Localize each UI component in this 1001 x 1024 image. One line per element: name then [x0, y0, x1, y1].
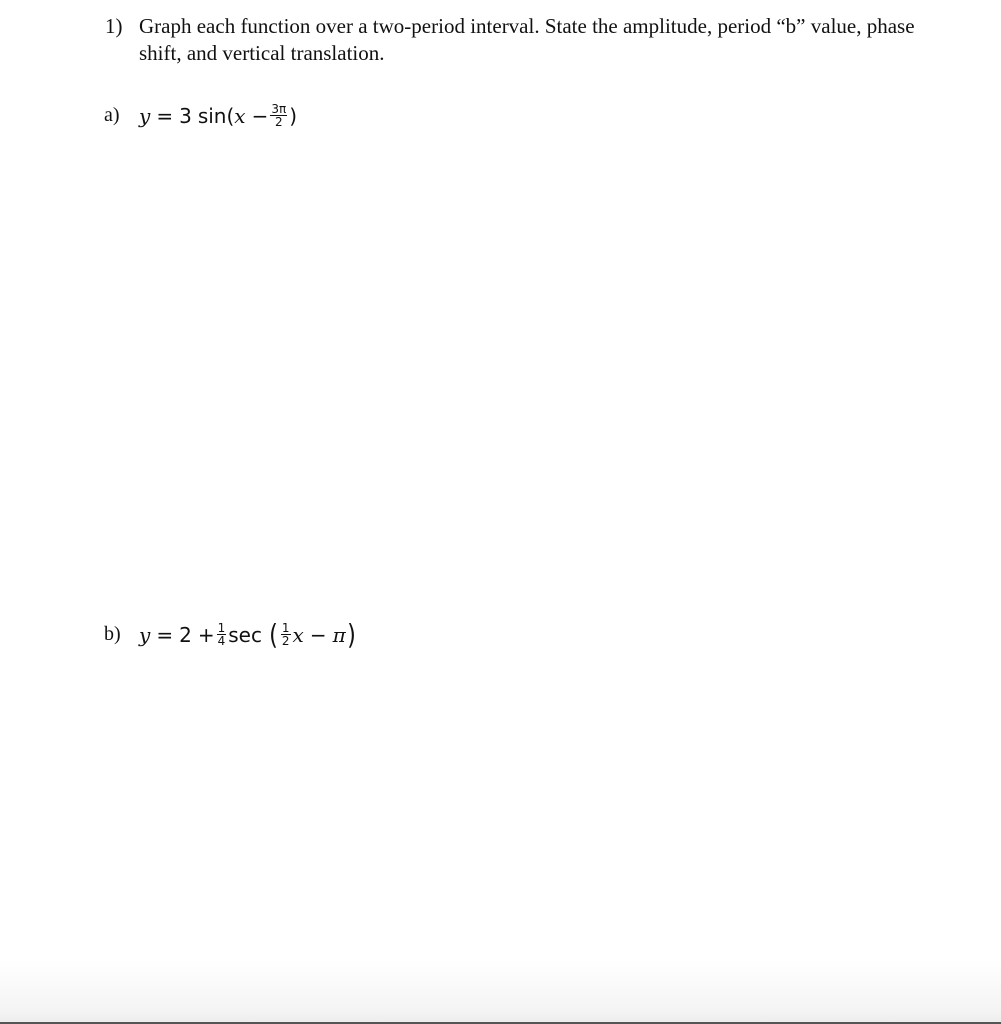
eq-b-open-paren: ( [269, 617, 278, 651]
eq-a-close-paren: ) [289, 103, 297, 128]
eq-b-variable: y [139, 622, 151, 647]
eq-a-frac-numerator: 3π [271, 102, 287, 116]
eq-b-frac2-numerator: 1 [281, 621, 290, 635]
eq-b-function: sec [228, 622, 262, 647]
part-b-equation [139, 617, 357, 651]
eq-a-coefficient: 3 [179, 103, 192, 128]
eq-a-x: x [234, 103, 246, 128]
eq-a-frac-denominator: 2 [274, 115, 283, 129]
part-a-label: a) [104, 104, 120, 126]
question-prompt: Graph each function over a two-period interval. State the amplitude, period “b” value, phase shift, and vertical translation. [139, 14, 915, 65]
eq-b-plus: + [197, 622, 215, 647]
eq-a-equals: = [156, 103, 174, 128]
page-bottom-shade [0, 960, 1001, 1024]
eq-b-fraction-coefficient [217, 622, 227, 647]
eq-b-close-paren: ) [346, 617, 356, 651]
eq-b-frac1-numerator: 1 [217, 621, 226, 635]
eq-a-function: sin [197, 103, 227, 128]
eq-b-x: x [292, 622, 304, 647]
eq-b-equals: = [156, 622, 174, 647]
part-b-label: b) [104, 623, 121, 645]
eq-b-constant: 2 [179, 622, 192, 647]
eq-a-fraction [270, 103, 287, 128]
question-number: 1) [105, 14, 123, 38]
eq-b-frac2-denominator: 2 [281, 634, 290, 648]
eq-b-pi: π [332, 622, 346, 647]
eq-b-frac1-denominator: 4 [217, 634, 226, 648]
eq-b-fraction-inner [281, 622, 291, 647]
part-a-equation [139, 103, 297, 128]
eq-a-variable: y [139, 103, 151, 128]
eq-b-minus: − [309, 622, 327, 647]
eq-a-minus: − [251, 103, 269, 128]
eq-a-open-paren: ( [226, 103, 235, 128]
